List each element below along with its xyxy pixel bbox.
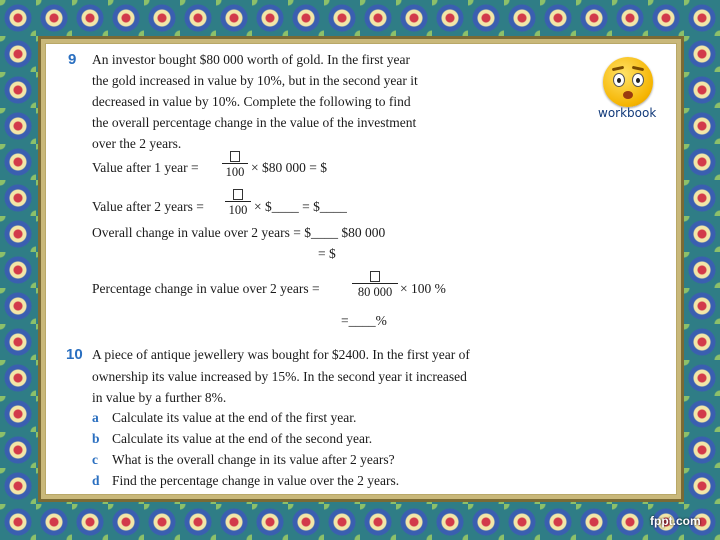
part-b-text: Calculate its value at the end of the second year. — [112, 431, 373, 446]
q9-line-3: decreased in value by 10%. Complete the following to find — [92, 94, 411, 109]
percentage-change-result: =____% — [341, 313, 387, 328]
value-1-denominator: 100 — [225, 165, 245, 179]
q9-line-5: over the 2 years. — [92, 136, 182, 151]
fppt-watermark: fppt.com — [650, 514, 701, 528]
q9-line-2: the gold increased in value by 10%, but in the second year it — [92, 73, 418, 88]
part-c-letter: c — [92, 452, 98, 467]
percentage-change-expression: × 100 % — [400, 281, 446, 296]
value-after-2-years-label: Value after 2 years = — [92, 199, 204, 214]
worksheet-page — [45, 43, 677, 495]
question-10-number: 10 — [66, 346, 83, 363]
percentage-denominator: 80 000 — [357, 285, 393, 299]
value-after-2-years-expression: × $____ = $____ — [254, 199, 347, 214]
overall-change-line: Overall change in value over 2 years = $____ $80 000 — [92, 225, 386, 240]
answer-box[interactable] — [370, 271, 380, 282]
q9-line-1: An investor bought $80 000 worth of gold. In the first year — [92, 52, 410, 67]
workbook-label: workbook — [598, 106, 657, 120]
percentage-fraction — [352, 271, 398, 300]
part-d-letter: d — [92, 473, 100, 488]
part-a-text: Calculate its value at the end of the first year. — [112, 410, 357, 425]
percentage-change-label: Percentage change in value over 2 years = — [92, 281, 320, 296]
part-b-letter: b — [92, 431, 100, 446]
overall-change-result: = $ — [318, 246, 336, 261]
part-a-letter: a — [92, 410, 99, 425]
q10-line-1: A piece of antique jewellery was bought for $2400. In the first year of — [92, 347, 470, 362]
thinking-face-icon — [603, 57, 653, 107]
answer-box[interactable] — [230, 151, 240, 162]
value-2-fraction — [225, 189, 251, 218]
value-2-denominator: 100 — [228, 203, 248, 217]
answer-box[interactable] — [233, 189, 243, 200]
part-c-text: What is the overall change in its value after 2 years? — [112, 452, 395, 467]
q9-line-4: the overall percentage change in the value of the investment — [92, 115, 417, 130]
value-after-1-year-label: Value after 1 year = — [92, 160, 199, 175]
q10-line-2: ownership its value increased by 15%. In the second year it increased — [92, 369, 467, 384]
part-d-text: Find the percentage change in value over the 2 years. — [112, 473, 400, 488]
value-after-1-year-expression: × $80 000 = $ — [251, 160, 327, 175]
question-9-number: 9 — [68, 51, 77, 68]
q10-line-3: in value by a further 8%. — [92, 390, 227, 405]
value-1-fraction — [222, 151, 248, 180]
